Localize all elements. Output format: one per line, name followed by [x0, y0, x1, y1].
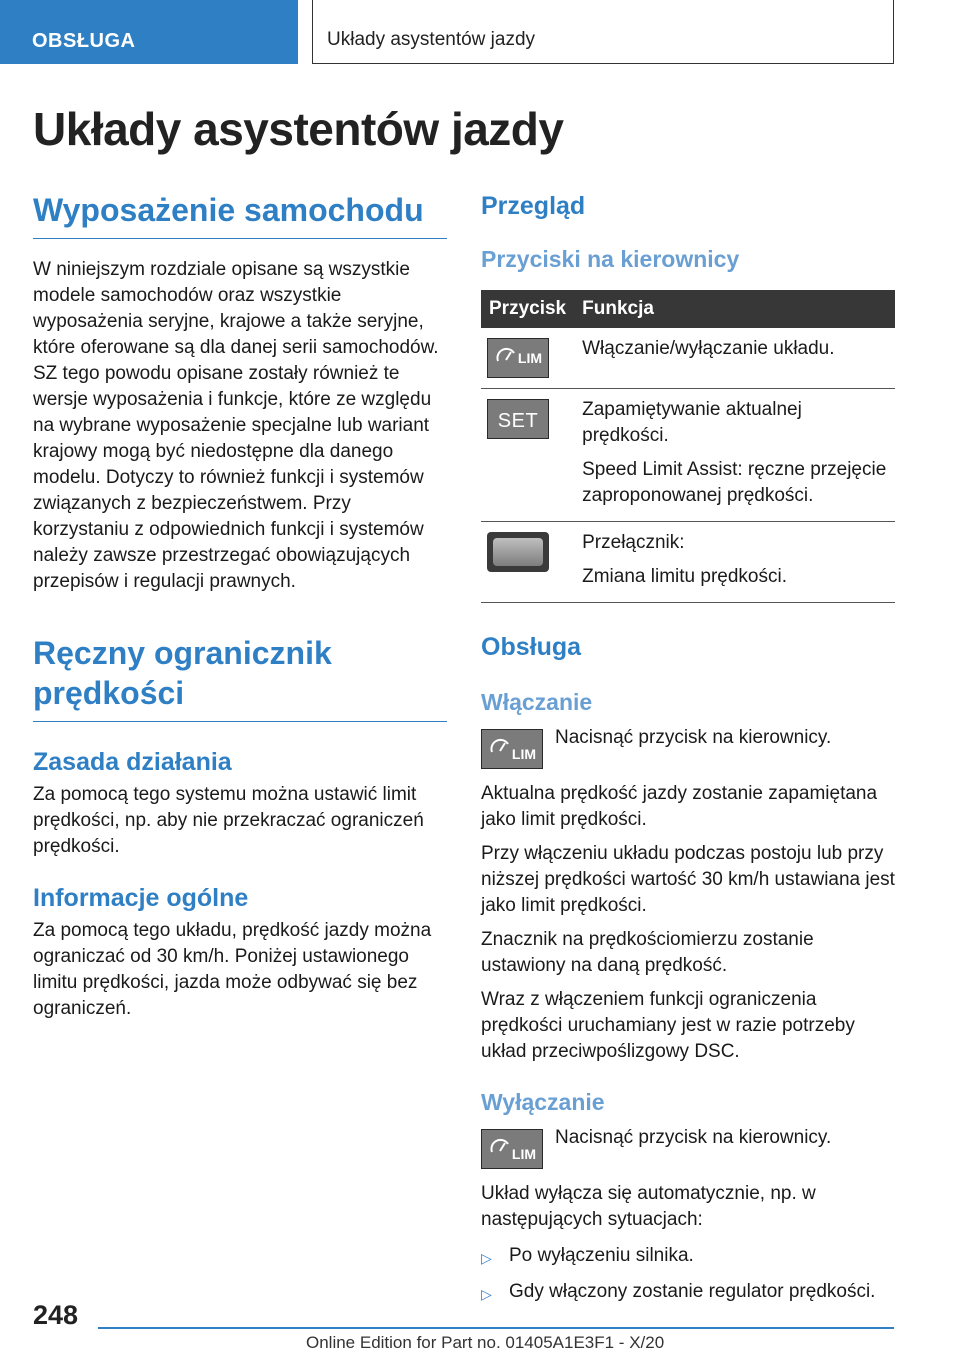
on-paragraph-1: Aktualna prędkość jazdy zostanie zapamiętana jako limit prędkości.: [481, 783, 878, 830]
row3-function: Przełącznik:: [582, 532, 685, 553]
list-item: ▷ Po wyłączeniu silnika.: [481, 1243, 895, 1271]
row1-function: Włączanie/wyłączanie układu.: [574, 328, 895, 389]
on-paragraph-2: Przy włączeniu układu podczas postoju lub przy niższej prędkości wartość 30 km/h ustawiana jest jako limit prędkości.: [481, 843, 895, 916]
row2-function-note: Speed Limit Assist: ręczne przejęcie zaproponowanej prędkości.: [582, 459, 887, 506]
right-column: [481, 190, 895, 1315]
off-instruction-row: [481, 1125, 895, 1169]
row3-function-note: Zmiana limitu prędkości.: [582, 566, 787, 587]
triangle-bullet-icon: ▷: [481, 1286, 492, 1302]
page-number: 248: [33, 1300, 79, 1330]
on-paragraph-3: Znacznik na prędkościomierzu zostanie ustawiony na daną prędkość.: [481, 929, 814, 976]
row2-function: Zapamiętywanie aktualnej prędkości.: [582, 399, 802, 446]
set-button-icon: SET: [487, 399, 549, 439]
lim-button-icon: LIM: [487, 338, 549, 378]
triangle-bullet-icon: ▷: [481, 1250, 492, 1266]
equipment-heading: Wyposażenie samochodu: [33, 190, 447, 239]
edition-footer: Online Edition for Part no. 01405A1E3F1 - X/20: [306, 1333, 665, 1352]
lim-button-icon: LIM: [481, 729, 543, 769]
table-row: [481, 522, 895, 603]
rocker-switch-icon: [487, 532, 549, 572]
on-heading: Włączanie: [481, 689, 593, 715]
buttons-heading: Przyciski na kierownicy: [481, 246, 740, 272]
footer-divider: [98, 1327, 894, 1329]
principle-heading: Zasada działania: [33, 748, 232, 776]
limiter-heading: Ręczny ogranicznik prędkości: [33, 633, 447, 722]
list-item: ▷ Gdy włączony zostanie regulator prędkości.: [481, 1279, 895, 1307]
page-title: Układy asystentów jazdy: [33, 103, 564, 155]
buttons-table: [481, 290, 895, 603]
on-instruction: Nacisnąć przycisk na kierownicy.: [555, 727, 832, 748]
col-function-header: Funkcja: [574, 290, 895, 328]
equipment-text: W niniejszym rozdziale opisane są wszystkie modele samochodów oraz wszystkie wyposażenia seryjne, krajowe a także seryjne, które oferowane są dla danej serii samochodów. SZ tego powodu opisane zostały również te wersje wyposażenia i funkcje, które ze względu na wybrane wyposażenie specjalne lub wariant krajowy mogą być niedostępne dla danego modelu. Dotyczy to również funkcji i systemów związanych z bezpieczeństwem. Przy korzystaniu z odpowiednich funkcji i systemów należy zawsze przestrzegać obowiązujących przepisów i regulacji prawnych.: [33, 259, 439, 592]
table-row: [481, 389, 895, 522]
table-header-row: [481, 290, 895, 328]
off-instruction: Nacisnąć przycisk na kierownicy.: [555, 1127, 832, 1148]
off-heading: Wyłączanie: [481, 1089, 605, 1115]
on-paragraph-4: Wraz z włączeniem funkcji ograniczenia prędkości uruchamiany jest w razie potrzeby układ przeciwpoślizgowy DSC.: [481, 989, 855, 1062]
chapter-header: Układy asystentów jazdy: [312, 0, 894, 64]
section-tab: OBSŁUGA: [0, 0, 298, 64]
lim-button-icon: LIM: [481, 1129, 543, 1169]
operation-heading: Obsługa: [481, 633, 582, 661]
overview-heading: Przegląd: [481, 192, 586, 220]
principle-text: Za pomocą tego systemu można ustawić limit prędkości, np. aby nie przekraczać ograniczeń prędkości.: [33, 784, 424, 857]
general-text: Za pomocą tego układu, prędkość jazdy można ograniczać od 30 km/h. Poniżej ustawionego limitu prędkości, jazda może odbywać się bez ograniczeń.: [33, 920, 432, 1019]
off-paragraph-1: Układ wyłącza się automatycznie, np. w następujących sytuacjach:: [481, 1183, 816, 1230]
general-heading: Informacje ogólne: [33, 884, 249, 912]
left-column: [33, 190, 447, 1022]
off-bullet-list: [481, 1243, 895, 1307]
col-button-header: Przycisk: [481, 290, 574, 328]
on-instruction-row: [481, 725, 895, 769]
table-row: [481, 328, 895, 389]
